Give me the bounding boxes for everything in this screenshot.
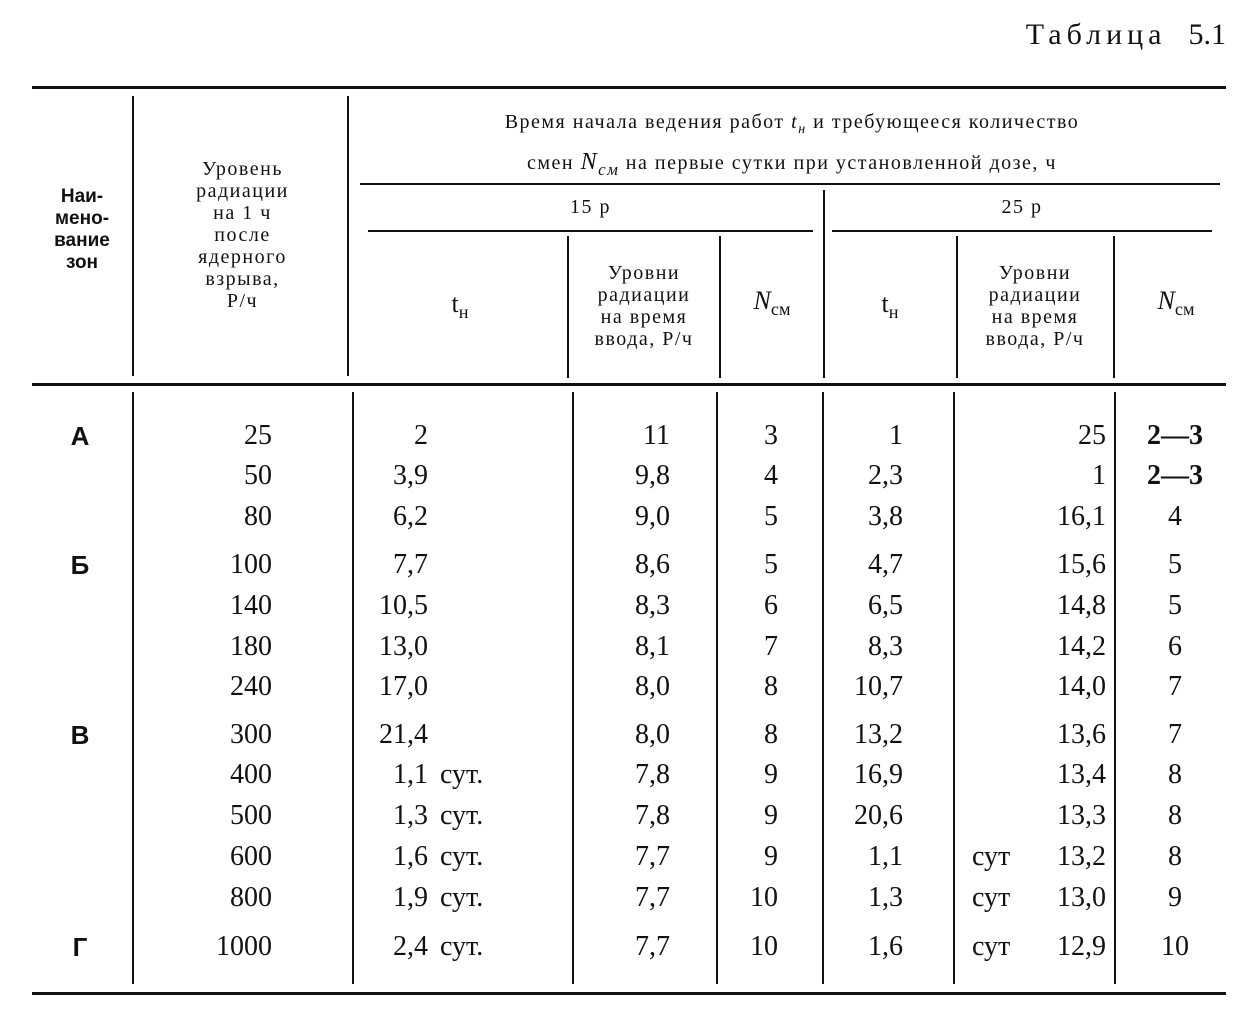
cell-r25: 13,2 — [1057, 841, 1106, 872]
cell-n25: 7 — [1168, 719, 1182, 750]
cell-t15u: сут. — [440, 800, 484, 831]
cell-zone: В — [70, 720, 90, 750]
cell-n25: 8 — [1168, 800, 1182, 831]
cell-t15u: сут. — [440, 882, 484, 913]
cell-r15: 8,0 — [635, 719, 670, 750]
header-span-description: Время начала ведения работ $t_н$ и требующееся количество смен $N_{см}$ на первые сутки при установленной дозе, ч — [504, 111, 1080, 179]
header-entry-level-25: Уровни радиации на время ввода, Р/ч — [985, 262, 1085, 350]
cell-n15: 10 — [750, 882, 778, 913]
body-vline-4 — [716, 392, 718, 984]
cell-n15: 7 — [764, 631, 778, 662]
cell-t15: 2,4 — [393, 931, 428, 962]
cell-n25: 8 — [1168, 841, 1182, 872]
body-vline-1 — [132, 392, 134, 984]
cell-n15: 10 — [750, 931, 778, 962]
cell-r15: 8,3 — [635, 590, 670, 621]
cell-t15: 1,6 — [393, 841, 428, 872]
cell-r25: 12,9 — [1057, 931, 1106, 962]
cell-r15: 9,8 — [635, 460, 670, 491]
cell-t15: 17,0 — [379, 671, 428, 702]
header-t-15: $t_н$ — [451, 289, 469, 323]
cell-t15: 6,2 — [393, 501, 428, 532]
cell-t15u: сут. — [440, 841, 484, 872]
cell-t25: 8,3 — [868, 631, 903, 662]
cell-r15: 8,6 — [635, 549, 670, 580]
cell-t15: 21,4 — [379, 719, 428, 750]
body-vline-3 — [572, 392, 574, 984]
cell-t25: 13,2 — [854, 719, 903, 750]
cell-zone: Б — [70, 550, 90, 580]
cell-r25: 13,4 — [1057, 759, 1106, 790]
table-caption — [1026, 18, 1226, 52]
cell-n15: 8 — [764, 671, 778, 702]
t-symbol-inline: $t_н$ — [791, 111, 807, 137]
caption-word: Таблица — [1025, 18, 1167, 51]
cell-n15: 3 — [764, 420, 778, 451]
cell-t25: 10,7 — [854, 671, 903, 702]
header-t-25: $t_н$ — [881, 289, 899, 323]
cell-r15: 7,7 — [635, 882, 670, 913]
header-n-25: $N_{см}$ — [1157, 286, 1195, 320]
cell-level: 800 — [230, 882, 272, 913]
cell-t15: 13,0 — [379, 631, 428, 662]
body-vline-2 — [352, 392, 354, 984]
cell-t25: 20,6 — [854, 800, 903, 831]
cell-n15: 5 — [764, 501, 778, 532]
cell-n15: 9 — [764, 800, 778, 831]
cell-n15: 8 — [764, 719, 778, 750]
cell-t15u: сут. — [440, 759, 484, 790]
body-vline-5 — [822, 392, 824, 984]
cell-n15: 5 — [764, 549, 778, 580]
n-symbol-inline: $N_{см}$ — [580, 149, 620, 179]
cell-r15: 7,8 — [635, 759, 670, 790]
cell-n25: 8 — [1168, 759, 1182, 790]
cell-n25: 7 — [1168, 671, 1182, 702]
cell-level: 100 — [230, 549, 272, 580]
cell-r25: 14,0 — [1057, 671, 1106, 702]
cell-r15: 7,7 — [635, 931, 670, 962]
cell-r25p: сут — [972, 882, 1011, 913]
cell-t25: 4,7 — [868, 549, 903, 580]
cell-r25: 13,0 — [1057, 882, 1106, 913]
cell-n25: 5 — [1168, 590, 1182, 621]
cell-r15: 7,8 — [635, 800, 670, 831]
cell-r15: 8,0 — [635, 671, 670, 702]
cell-level: 50 — [244, 460, 272, 491]
cell-r15: 9,0 — [635, 501, 670, 532]
cell-n15: 4 — [764, 460, 778, 491]
cell-r25: 16,1 — [1057, 501, 1106, 532]
cell-level: 1000 — [216, 931, 272, 962]
cell-t25: 2,3 — [868, 460, 903, 491]
header-dose-25: 25 р — [1001, 196, 1043, 218]
cell-zone: Г — [72, 932, 88, 962]
header-vline-1 — [132, 96, 134, 376]
cell-t15u: сут. — [440, 931, 484, 962]
cell-t15: 7,7 — [393, 549, 428, 580]
cell-level: 600 — [230, 841, 272, 872]
cell-r25: 25 — [1078, 420, 1106, 451]
cell-level: 300 — [230, 719, 272, 750]
cell-r25: 14,8 — [1057, 590, 1106, 621]
cell-t25: 16,9 — [854, 759, 903, 790]
cell-level: 180 — [230, 631, 272, 662]
body-vline-7 — [1114, 392, 1116, 984]
cell-zone: А — [70, 421, 90, 451]
cell-r25: 13,6 — [1057, 719, 1106, 750]
header-vline-6 — [956, 236, 958, 378]
cell-r25p: сут — [972, 931, 1011, 962]
cell-t25: 1,3 — [868, 882, 903, 913]
header-radiation-level: Уровень радиации на 1 ч после ядерного взрыва, Р/ч — [196, 158, 289, 312]
cell-n15: 9 — [764, 759, 778, 790]
cell-level: 240 — [230, 671, 272, 702]
cell-n25: 6 — [1168, 631, 1182, 662]
header-vline-7 — [1113, 236, 1115, 378]
cell-level: 140 — [230, 590, 272, 621]
cell-t15: 3,9 — [393, 460, 428, 491]
cell-t15: 1,1 — [393, 759, 428, 790]
cell-r25: 14,2 — [1057, 631, 1106, 662]
cell-level: 400 — [230, 759, 272, 790]
dose2-rule — [832, 230, 1212, 232]
header-vline-3 — [567, 236, 569, 378]
cell-n25: 4 — [1168, 501, 1182, 532]
cell-r15: 8,1 — [635, 631, 670, 662]
cell-r25: 15,6 — [1057, 549, 1106, 580]
cell-n15: 9 — [764, 841, 778, 872]
cell-n25: 2—3 — [1147, 460, 1203, 491]
header-n-15: $N_{см}$ — [753, 286, 791, 320]
dose1-rule — [368, 230, 813, 232]
cell-r15: 7,7 — [635, 841, 670, 872]
cell-t15: 1,3 — [393, 800, 428, 831]
cell-r25: 1 — [1092, 460, 1106, 491]
caption-number: 5.1 — [1188, 18, 1226, 51]
body-vline-6 — [953, 392, 955, 984]
cell-t25: 1,6 — [868, 931, 903, 962]
cell-t25: 1,1 — [868, 841, 903, 872]
cell-t15: 10,5 — [379, 590, 428, 621]
cell-level: 80 — [244, 501, 272, 532]
cell-t15: 2 — [414, 420, 428, 451]
header-entry-level-15: Уровни радиации на время ввода, Р/ч — [594, 262, 694, 350]
cell-level: 25 — [244, 420, 272, 451]
cell-t25: 1 — [889, 420, 903, 451]
cell-n25: 9 — [1168, 882, 1182, 913]
cell-r15: 11 — [643, 420, 670, 451]
header-vline-2 — [347, 96, 349, 376]
cell-t25: 3,8 — [868, 501, 903, 532]
cell-n25: 2—3 — [1147, 420, 1203, 451]
cell-n25: 5 — [1168, 549, 1182, 580]
cell-r25p: сут — [972, 841, 1011, 872]
header-bottom-rule — [32, 383, 1226, 386]
cell-t15: 1,9 — [393, 882, 428, 913]
cell-r25: 13,3 — [1057, 800, 1106, 831]
top-rule — [32, 86, 1226, 89]
cell-t25: 6,5 — [868, 590, 903, 621]
bottom-rule — [32, 992, 1226, 995]
header-vline-4 — [719, 236, 721, 378]
header-dose-15: 15 р — [570, 196, 611, 218]
header-zone-names: Наи- мено- вание зон — [54, 186, 110, 273]
header-vline-5 — [823, 190, 825, 378]
cell-n15: 6 — [764, 590, 778, 621]
cell-n25: 10 — [1161, 931, 1189, 962]
cell-level: 500 — [230, 800, 272, 831]
